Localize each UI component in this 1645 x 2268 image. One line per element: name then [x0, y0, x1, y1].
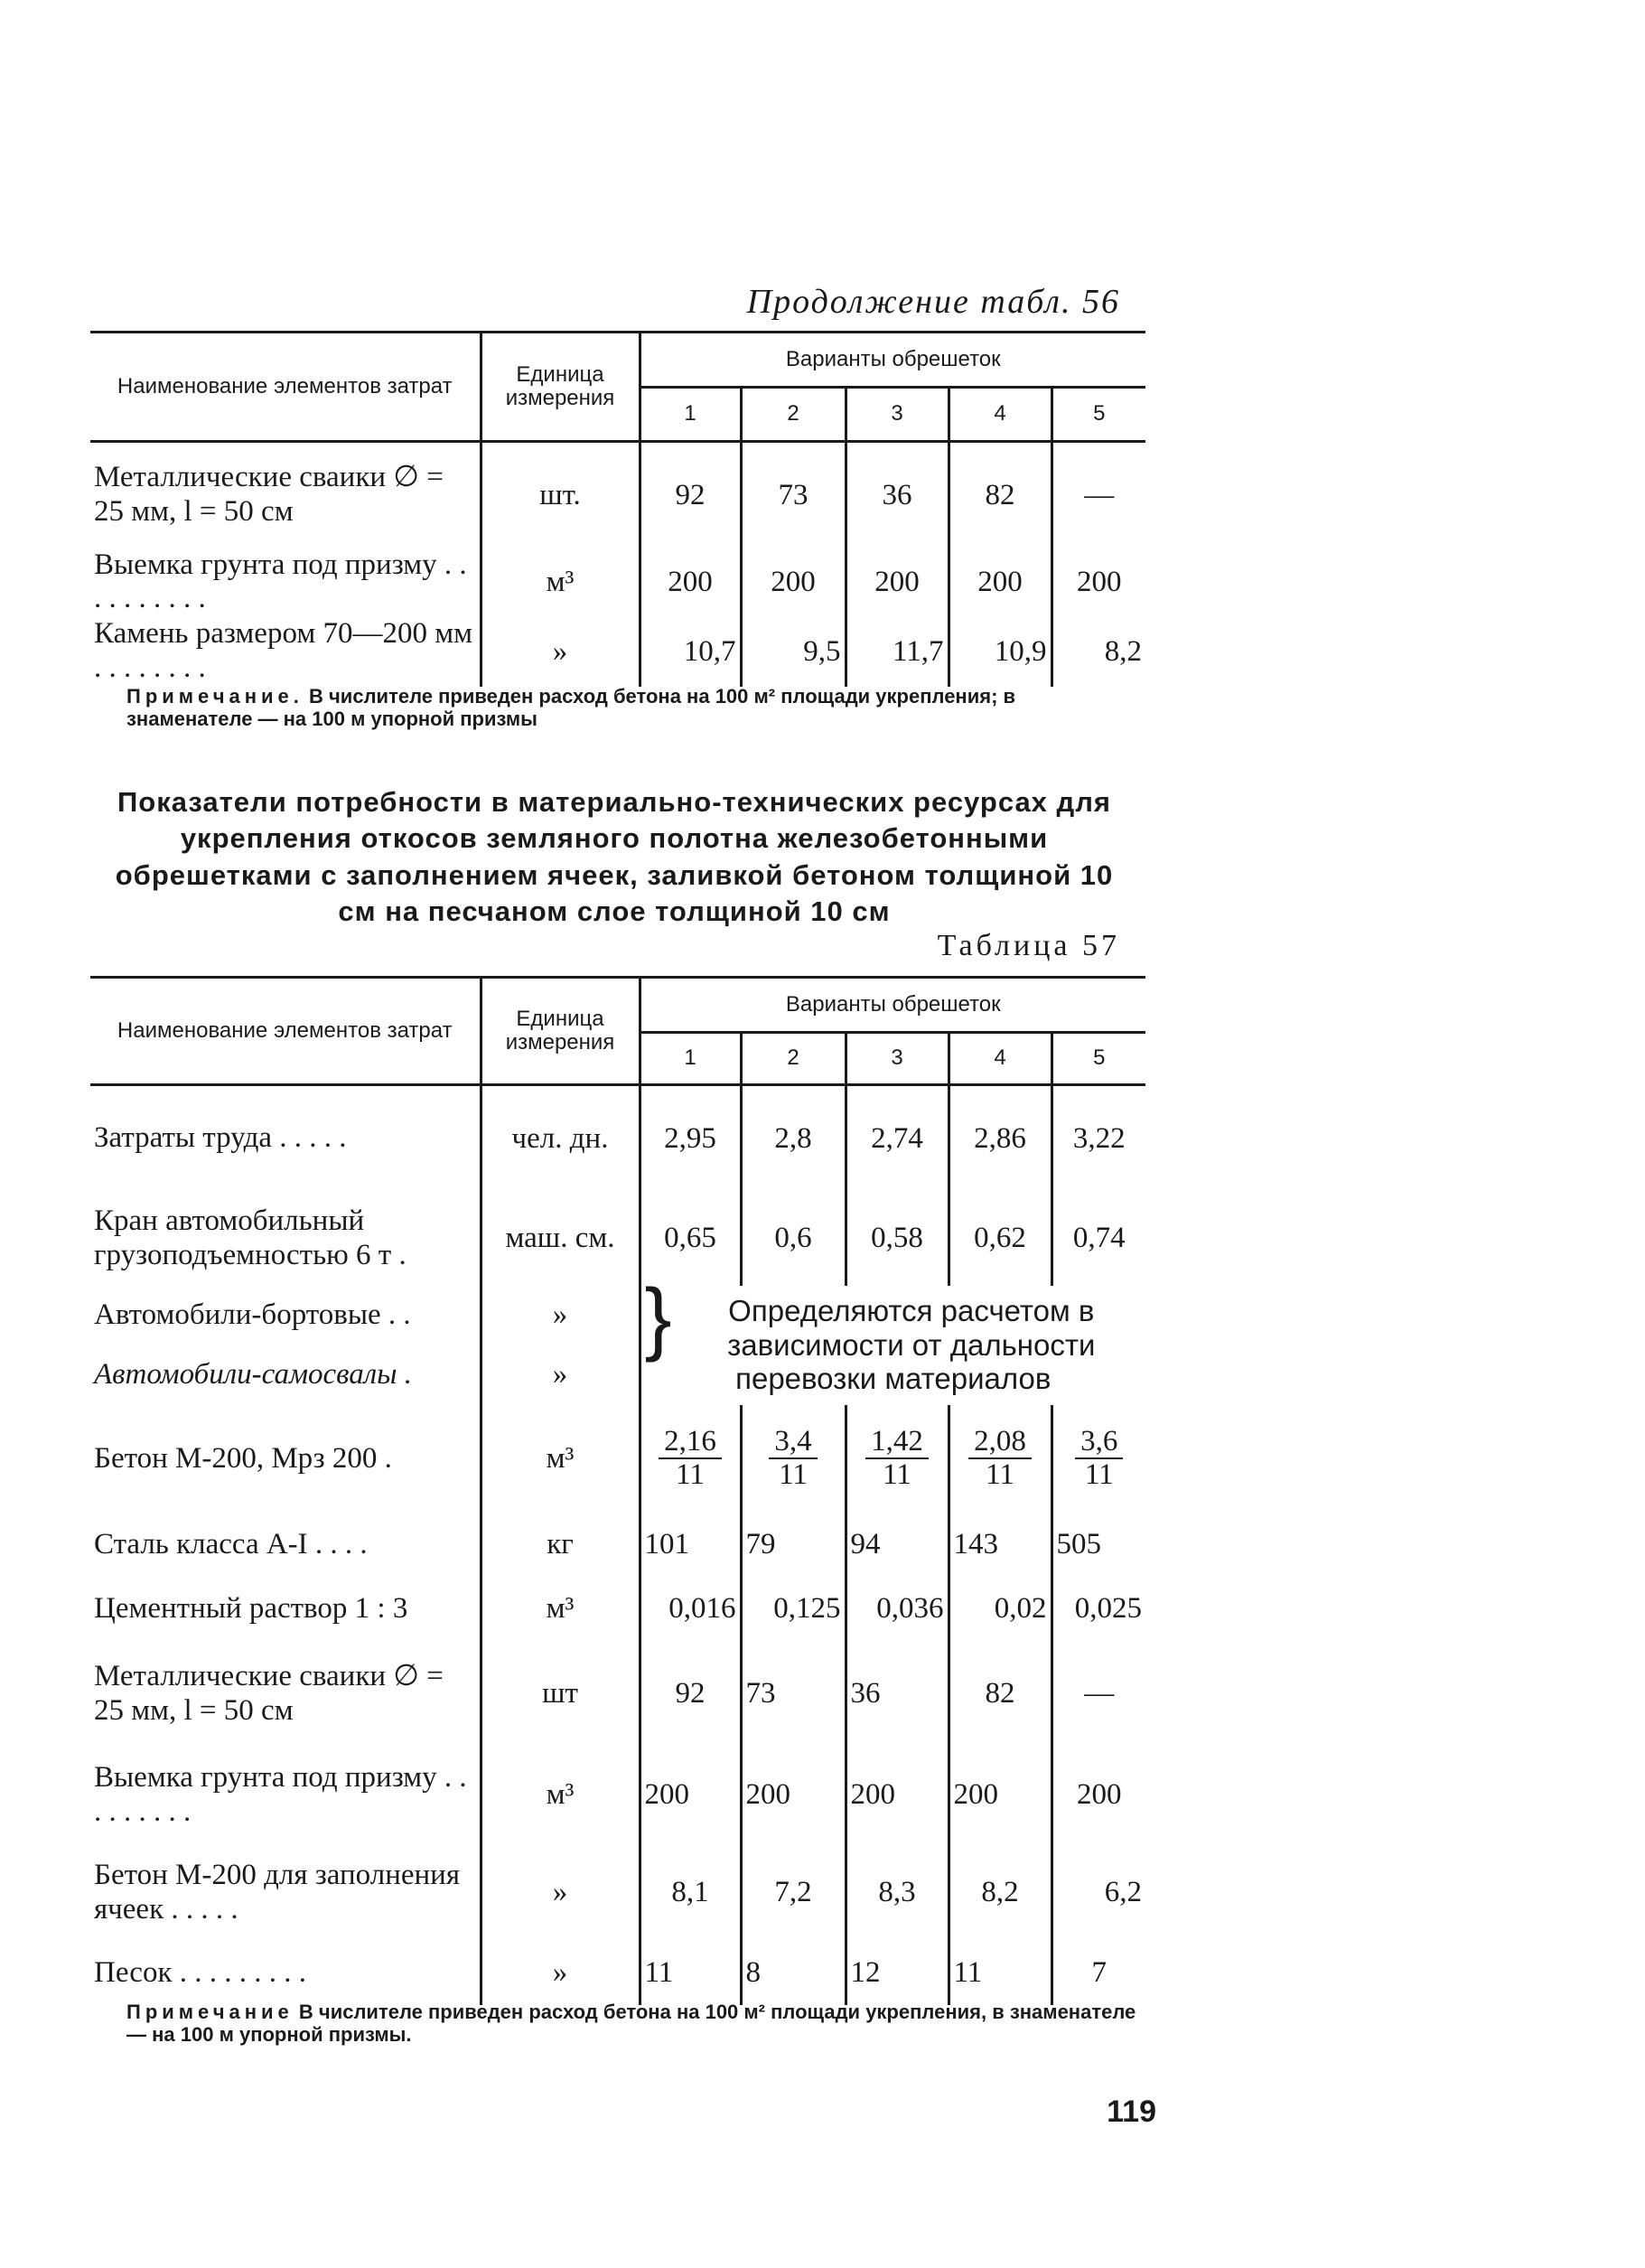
table-56: [90, 331, 1145, 687]
cell-value: 73: [741, 1642, 846, 1747]
note-label: Примечание: [126, 2001, 294, 2023]
table-row: [90, 1642, 1145, 1747]
cell-value: 200: [949, 1747, 1051, 1844]
header-variant-5: 5: [1093, 401, 1106, 426]
cell-fraction: [846, 1405, 949, 1514]
header-variants: Варианты обрешеток: [640, 333, 1145, 388]
row-name: Камень размером 70—200 мм . . . . . . . .: [90, 616, 481, 687]
cell-value: 10,7: [640, 616, 741, 687]
header-unit: Единица измерения: [481, 978, 640, 1085]
cell-value: 2,74: [846, 1085, 949, 1192]
cell-value: 8,2: [1104, 634, 1143, 668]
header-unit: Единица измерения: [481, 333, 640, 442]
cell-value: 200: [846, 1747, 949, 1844]
brace-icon: }: [644, 1272, 672, 1364]
header-variant-4: 4: [949, 1033, 1051, 1085]
row-name: Цементный раствор 1 : 3: [90, 1577, 481, 1642]
header-variant-1: 1: [640, 1033, 741, 1085]
cell-value: 200: [949, 548, 1051, 617]
cell-value: 11,7: [846, 616, 949, 687]
cell-value: 92: [640, 442, 741, 548]
cell-value: 0,02: [949, 1577, 1051, 1642]
cell-value: 0,62: [949, 1192, 1051, 1286]
fraction-numerator: 2,16: [659, 1426, 722, 1459]
header-variant-4: 4: [949, 388, 1051, 442]
cell-value: 8,1: [640, 1844, 741, 1942]
row-name: Песок . . . . . . . . .: [90, 1942, 481, 2005]
row-unit: »: [481, 1345, 640, 1405]
row-name: Выемка грунта под призму . . . . . . . . . .: [90, 548, 481, 617]
cell-value: 200: [741, 548, 846, 617]
cell-fraction: [949, 1405, 1051, 1514]
table-row: [90, 548, 1145, 617]
cell-value: 11: [949, 1942, 1051, 2005]
cell-value: 2,86: [949, 1085, 1051, 1192]
cell-value: 36: [846, 442, 949, 548]
cell-value: 92: [640, 1642, 741, 1747]
note-table-57: [126, 2001, 1138, 2047]
table-row: [90, 616, 1145, 687]
fraction-numerator: 1,42: [865, 1426, 929, 1459]
row-unit: »: [481, 1286, 640, 1345]
continuation-title: Продолжение табл. 56: [746, 283, 1120, 321]
table-row: [90, 1286, 1145, 1345]
row-unit: шт.: [481, 442, 640, 548]
cell-value: 82: [949, 1642, 1051, 1747]
table-row: [90, 1514, 1145, 1577]
cell-value: 8,3: [846, 1844, 949, 1942]
cell-value: 200: [741, 1747, 846, 1844]
header-variant-3: 3: [846, 388, 949, 442]
row-name: Металлические сваики ∅ = 25 мм, l = 50 см: [90, 1642, 481, 1747]
table-row: [90, 1942, 1145, 2005]
note-text: В числителе приведен расход бетона на 100 м² площади укрепления, в знаменателе — на 100 м упорной призмы.: [126, 2001, 1136, 2047]
header-variant-2: 2: [741, 388, 846, 442]
header-variants: Варианты обрешеток: [640, 978, 1145, 1033]
fraction-numerator: 3,4: [769, 1426, 817, 1459]
cell-value: 7,2: [741, 1844, 846, 1942]
table-57: [90, 976, 1145, 2005]
row-name: Сталь класса А-I . . . .: [90, 1514, 481, 1577]
cell-value: 0,6: [741, 1192, 846, 1286]
row-name: Автомобили-самосвалы .: [90, 1345, 481, 1405]
cell-value: 0,74: [1072, 1222, 1126, 1254]
cell-value: 0,036: [846, 1577, 949, 1642]
cell-value: 3,22: [1072, 1121, 1126, 1155]
cell-value: 200: [640, 1747, 741, 1844]
row-name: Металлические сваики ∅ = 25 мм, l = 50 см: [90, 442, 481, 548]
cell-fraction: [741, 1405, 846, 1514]
header-variant-2: 2: [741, 1033, 846, 1085]
row-unit: »: [481, 1844, 640, 1942]
table-57-label: Таблица 57: [937, 929, 1120, 962]
cell-value: 73: [741, 442, 846, 548]
cell-value: 200: [1077, 1778, 1122, 1811]
fraction-numerator: 3,6: [1075, 1426, 1123, 1459]
cell-value: 82: [949, 442, 1051, 548]
merged-note-text: Определяются расчетом в зависимости от дальности перевозки материалов: [727, 1293, 1096, 1396]
cell-value: 0,025: [1074, 1592, 1143, 1625]
cell-value: 101: [640, 1514, 741, 1577]
row-name: Бетон М-200, Мрз 200 .: [90, 1405, 481, 1514]
cell-value: —: [1084, 478, 1115, 511]
note-label: Примечание.: [126, 685, 304, 708]
header-variant-1: 1: [640, 388, 741, 442]
cell-value: 0,016: [640, 1577, 741, 1642]
cell-fraction: [1051, 1405, 1145, 1514]
note-text: В числителе приведен расход бетона на 100 м² площади укрепления; в знаменателе — на 100 м упорной призмы: [126, 685, 1016, 731]
row-unit: кг: [481, 1514, 640, 1577]
cell-value: 143: [949, 1514, 1051, 1577]
note-table-56: [126, 685, 1138, 731]
row-name: Кран автомобильный грузоподъемностью 6 т .: [90, 1192, 481, 1286]
fraction-denominator: 11: [986, 1457, 1014, 1491]
cell-value: —: [1084, 1677, 1115, 1710]
cell-value: 0,125: [741, 1577, 846, 1642]
cell-value: 7: [1091, 1956, 1107, 1989]
cell-value: 200: [640, 548, 741, 617]
row-unit: м³: [481, 1577, 640, 1642]
cell-value: 94: [846, 1514, 949, 1577]
header-variant-3: 3: [846, 1033, 949, 1085]
table-row: [90, 1192, 1145, 1286]
cell-value: 0,58: [846, 1192, 949, 1286]
row-unit: м³: [481, 1747, 640, 1844]
table-57-title: Показатели потребности в материально-технических ресурсах для укрепления откосов земляного полотна железобетонными обрешетками с заполнением ячеек, заливкой бетоном толщиной 10 см на песчаном слое толщиной 10 см: [115, 786, 1114, 927]
row-unit: м³: [481, 1405, 640, 1514]
cell-value: 11: [640, 1942, 741, 2005]
row-unit: маш. см.: [481, 1192, 640, 1286]
cell-value: 36: [846, 1642, 949, 1747]
row-name: Бетон М-200 для заполнения ячеек . . . . .: [90, 1844, 481, 1942]
table-row: [90, 1844, 1145, 1942]
table-row: [90, 1747, 1145, 1844]
fraction-denominator: 11: [779, 1457, 808, 1491]
cell-value: 2,8: [741, 1085, 846, 1192]
cell-fraction: [640, 1405, 741, 1514]
fraction-denominator: 11: [676, 1457, 705, 1491]
cell-value: 10,9: [949, 616, 1051, 687]
cell-value: 8,2: [949, 1844, 1051, 1942]
merged-note-cell: [640, 1272, 1145, 1405]
row-unit: м³: [481, 548, 640, 617]
cell-value: 8: [741, 1942, 846, 2005]
row-name: Затраты труда . . . . .: [90, 1085, 481, 1192]
row-name: Выемка грунта под призму . . . . . . . . .: [90, 1747, 481, 1844]
cell-value: 200: [1077, 565, 1122, 598]
row-unit: шт: [481, 1642, 640, 1747]
header-variant-5: 5: [1093, 1045, 1106, 1071]
table-row: [90, 1577, 1145, 1642]
row-name: Автомобили-бортовые . .: [90, 1286, 481, 1345]
cell-value: 2,95: [640, 1085, 741, 1192]
fraction-numerator: 2,08: [968, 1426, 1032, 1459]
cell-value: 200: [846, 548, 949, 617]
row-unit: »: [481, 1942, 640, 2005]
cell-value: 0,65: [640, 1192, 741, 1286]
fraction-denominator: 11: [1084, 1457, 1114, 1491]
cell-value: 6,2: [1104, 1876, 1143, 1908]
table-row: [90, 1085, 1145, 1192]
page-number: 119: [1107, 2095, 1156, 2129]
table-row: [90, 442, 1145, 548]
cell-value: 9,5: [741, 616, 846, 687]
header-name: Наименование элементов затрат: [90, 978, 481, 1085]
row-unit: чел. дн.: [481, 1085, 640, 1192]
header-name: Наименование элементов затрат: [90, 333, 481, 442]
cell-value: 79: [741, 1514, 846, 1577]
row-unit: »: [481, 616, 640, 687]
cell-value: 505: [1056, 1528, 1101, 1560]
cell-value: 12: [846, 1942, 949, 2005]
table-row: [90, 1405, 1145, 1514]
fraction-denominator: 11: [883, 1457, 911, 1491]
